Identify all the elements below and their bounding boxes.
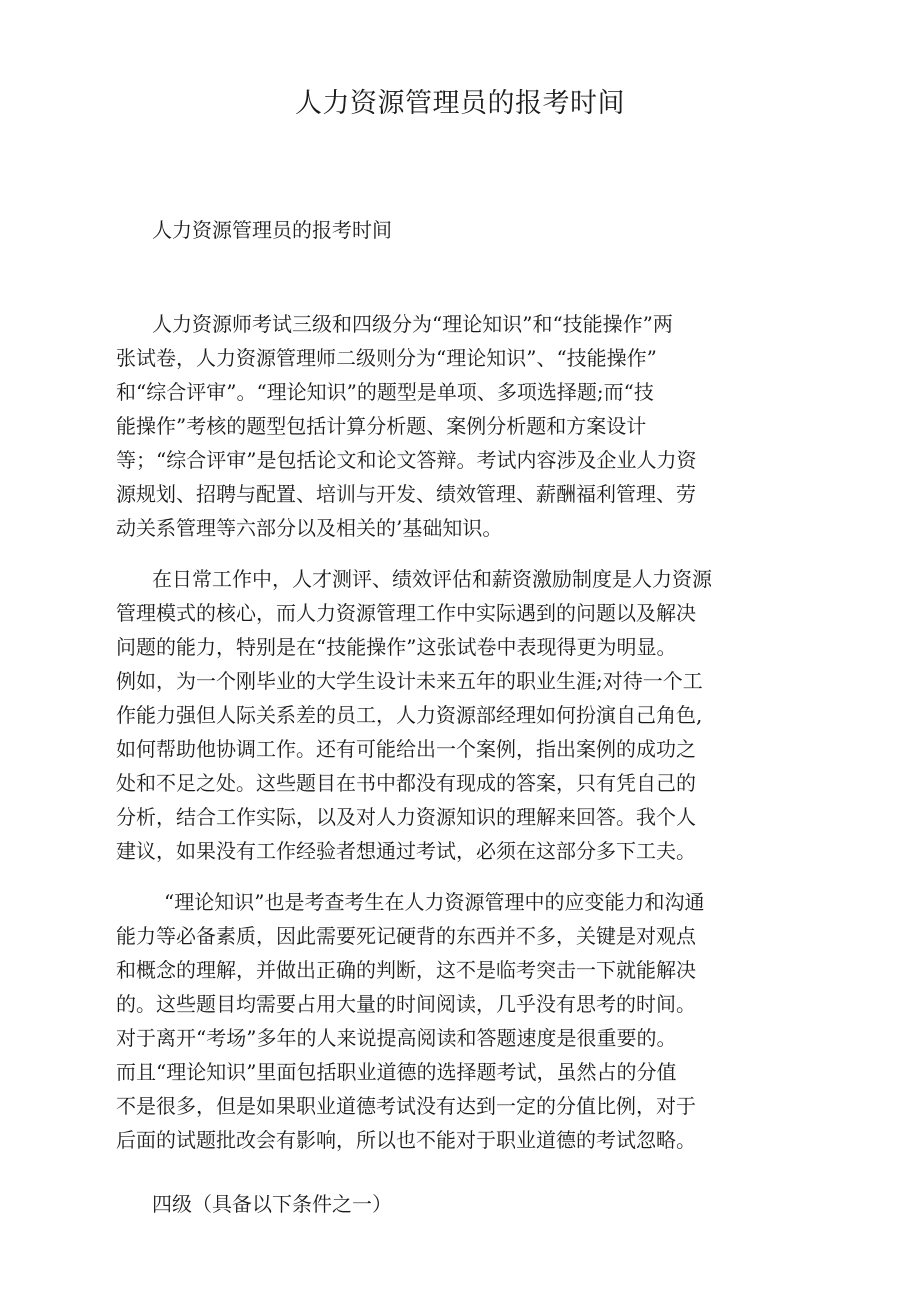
paragraph-line: 管理模式的核心，而人力资源管理工作中实际遇到的问题以及解决 [116,601,696,625]
paragraph-line: 例如，为一个刚毕业的大学生设计未来五年的职业生涯;对待一个工 [116,669,703,693]
page-title: 人力资源管理员的报考时间 [295,88,625,119]
paragraph-line: 不是很多，但是如果职业道德考试没有达到一定的分值比例，对于 [116,1094,696,1118]
paragraph-theory-knowledge [116,885,796,1157]
paragraph-line: “理论知识”也是考查考生在人力资源管理中的应变能力和沟通 [164,890,705,914]
paragraph-line: 源规划、招聘与配置、培训与开发、绩效管理、薪酬福利管理、劳 [116,482,696,506]
paragraph-line: 能力等必备素质，因此需要死记硬背的东西并不多，关键是对观点 [116,924,696,948]
paragraph-line: 张试卷，人力资源管理师二级则分为“理论知识”、“技能操作” [116,346,657,370]
paragraph-daily-work [116,562,796,868]
paragraph-line: 在日常工作中，人才测评、绩效评估和薪资激励制度是人力资源 [152,567,712,591]
paragraph-line: 分析，结合工作实际，以及对人力资源知识的理解来回答。我个人 [116,805,696,829]
level-four-heading: 四级（具备以下条件之一） [152,1192,392,1216]
paragraph-line: 后面的试题批改会有影响，所以也不能对于职业道德的考试忽略。 [116,1128,696,1152]
paragraph-line: 处和不足之处。这些题目在书中都没有现成的答案，只有凭自己的 [116,771,696,795]
paragraph-line: 和概念的理解，并做出正确的判断，这不是临考突击一下就能解决 [116,958,696,982]
paragraph-line: 的。这些题目均需要占用大量的时间阅读，几乎没有思考的时间。 [116,992,696,1016]
paragraph-exam-structure [116,307,796,545]
paragraph-line: 和“综合评审”。“理论知识”的题型是单项、多项选择题;而“技 [116,380,654,404]
paragraph-line: 人力资源师考试三级和四级分为“理论知识”和“技能操作”两 [152,312,673,336]
paragraph-line: 能操作”考核的题型包括计算分析题、案例分析题和方案设计 [116,414,647,438]
paragraph-line: 作能力强但人际关系差的员工，人力资源部经理如何扮演自己角色, [116,703,703,727]
paragraph-line: 对于离开“考场”多年的人来说提高阅读和答题速度是很重要的。 [116,1026,677,1050]
paragraph-line: 而且“理论知识”里面包括职业道德的选择题考试，虽然占的分值 [116,1060,677,1084]
paragraph-line: 等；“综合评审”是包括论文和论文答辩。考试内容涉及企业人力资 [116,448,697,472]
paragraph-line: 问题的能力，特别是在“技能操作”这张试卷中表现得更为明显。 [116,635,677,659]
section-subtitle: 人力资源管理员的报考时间 [152,218,392,242]
paragraph-line: 建议，如果没有工作经验者想通过考试，必须在这部分多下工夫。 [116,839,696,863]
paragraph-line: 如何帮助他协调工作。还有可能给出一个案例，指出案例的成功之 [116,737,696,761]
paragraph-line: 动关系管理等六部分以及相关的’基础知识。 [116,516,503,540]
